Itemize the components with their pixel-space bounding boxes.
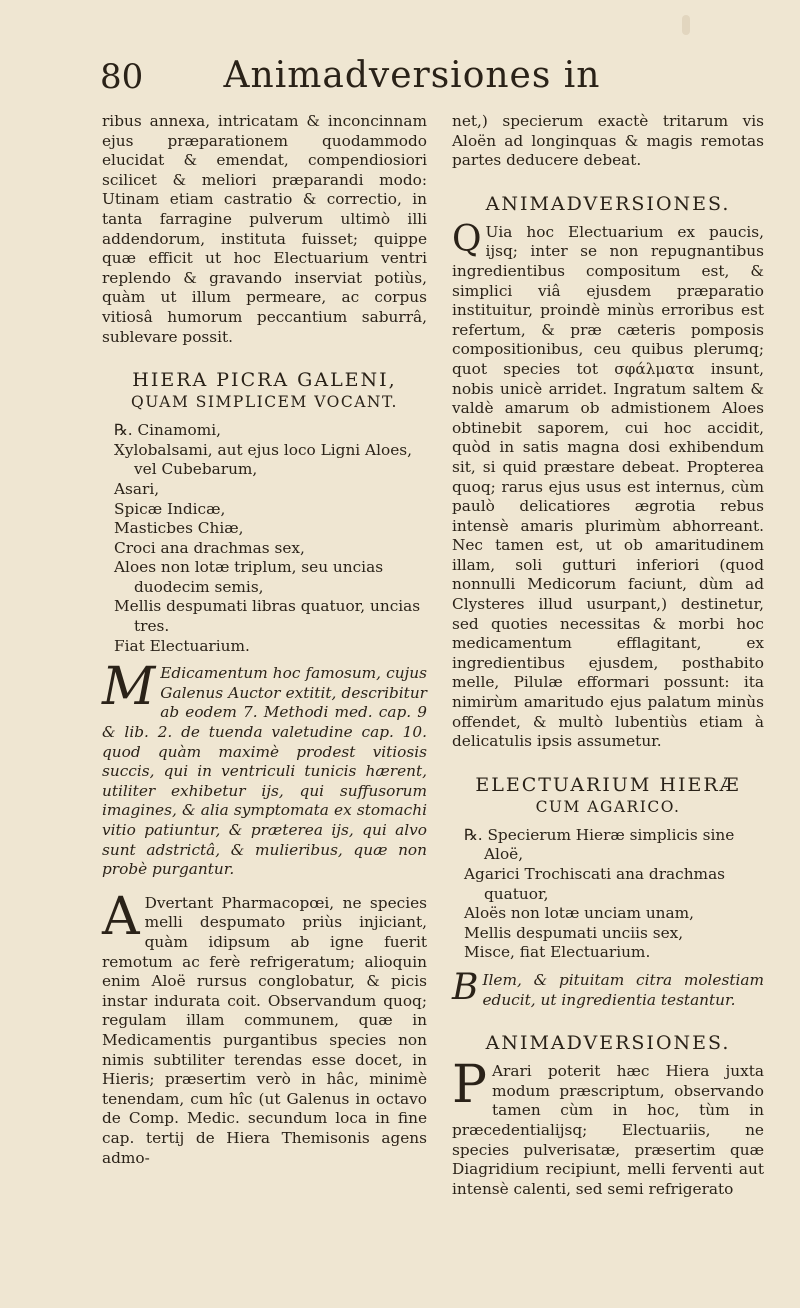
drop-cap: B [452,966,479,1008]
page-number: 80 [100,57,144,97]
left-paragraph-2-text: Edicamentum hoc famosum, cujus Galenus Auctor extitit, describitur ab eodem 7. Methodi med. cap. 9 & lib. 2. de tuenda valetudine cap. 10. quod quàm maximè prodest vitiosis succis, qui in ventriculi tunicis hærent, utiliter exhibetur ijs, qui suffusorum imagines, & alia symptomata ex stomachi vitio patiuntur, & præterea ijs, qui alvo sunt adstrictâ, & mulieribus, quæ non probè purgantur. [102,664,427,879]
recipe-item: Fiat Electuarium. [114,636,250,655]
right-paragraph-2-text: Uia hoc Electuarium ex paucis, ijsq; inter se non repugnantibus ingredientibus compositum est, & simplici viâ ejusdem præparatio instituitur, proindè minùs erroribus est refertum, & præ cæteris pomposis compositionibus, ceu quibus plerumq; quot species tot σφάλματα insunt, nobis unicè arridet. Ingratum saltem & valdè amarum ob admistionem Aloes obtinebit saporem, cui hoc accidit, quòd in satis magna dosi exhibendum sit, si quid præstare debeat. Propterea quoq; rarus ejus usus est internus, cùm paulò delicatiores ægrotia rebus intensè amaris plurimùm abhorreant. Nec tamen est, ut ob amaritudinem illam, soli gutturi inferiori (quod nonnulli Medicorum faciunt, dùm ad Clysteres illud usurpant,) destinetur, sed quoties necessitas & morbi hoc medicamentum efflagitant, ex ingredientibus ejusdem, posthabito melle, Pilulæ efformari possunt: ita nimirùm amaritudo ejus palatum minùs offendet, & multò lubentiùs etiam à delicatulis ipsis assumetur. [452,222,764,751]
drop-cap: A [102,886,140,947]
right-paragraph-3-text: Ilem, & pituitam citra molestiam educit, ut ingredientia testantur. [482,970,764,1009]
recipe-item: ℞. Cinamomi, [114,421,221,440]
right-paragraph-4-text: Arari poterit hæc Hiera juxta modum præscriptum, observando tamen cùm in hoc, tùm in præcedentialijsq; Electuariis, ne species pulverisatæ, præsertim quæ Diagridium recipiunt, melli ferventi aut intensè calenti, sed semi refrigerato [452,1062,764,1198]
left-paragraph-3-text: Dvertant Pharmacopœi, ne species melli despumato priùs injiciant, quàm idipsum ab igne fuerit remotum ac ferè refrigeratum; alioquin enim Aloë rursus conglobatur, & picis instar indurata coit. Observandum quoq; regulam illam communem, quæ in Medicamentis purgantibus species non nimis subtiliter terendas esse docet, in Hieris; præsertim verò in hâc, minimè tenendam, cum hîc (ut Galenus in octavo de Comp. Medic. secundum loca in fine cap. tertij de Hiera Themisonis agens admo- [102,893,427,1167]
right-paragraph-1: net,) specierum exactè tritarum vis Aloën ad longinquas & magis remotas partes deducere debeat. [452,112,764,170]
right-column [452,112,764,1199]
section-heading: ANIMADVERSIONES. [485,192,731,215]
recipe-item: Mellis despumati libras quatuor, uncias tres. [114,597,421,636]
recipe-item: Agarici Trochiscati ana drachmas quatuor, [464,865,726,903]
recipe-item: Mellis despumati unciis sex, [464,923,684,942]
right-paragraph-2 [452,218,764,752]
recipe-item: Aloës non lotæ unciam unam, [464,904,695,923]
recipe-item: Spicæ Indicæ, [114,499,226,518]
recipe-title: ELECTUARIUM HIERÆ [475,773,741,796]
recipe-item: Xylobalsami, aut ejus loco Ligni Aloes, vel Cubebarum, [114,440,412,479]
left-column [102,112,427,1168]
recipe-subtitle: CUM AGARICO. [535,797,681,816]
right-paragraph-3 [452,966,764,1010]
recipe-subtitle: QUAM SIMPLICEM VOCANT. [131,393,398,412]
running-title: Animadversiones in [223,55,601,96]
drop-cap: M [102,657,156,718]
right-paragraph-4 [452,1055,764,1199]
left-paragraph-2 [102,657,427,880]
paper-stain [682,15,690,35]
recipe-title: HIERA PICRA GALENI, [132,369,397,392]
left-paragraph-3 [102,886,427,1168]
recipe-item: Misce, fiat Electuarium. [464,943,651,962]
recipe-item: Croci ana drachmas sex, [114,538,305,557]
recipe-heading [452,774,764,818]
left-paragraph-1: ribus annexa, intricatam & inconcinnam ejus præparationem quodammodo elucidat & emendat, compendiosiori scilicet & meliori præparandi modo: Utinam etiam castratio & correctio, in tanta farragine pulverum ultimò illi addendorum, instituta fuisset; quippe quæ efficit ut hoc Electuarium ventri replendo & gravando inserviat potiùs, quàm ut illum permeare, ac corpus vitiosâ humorum peccantium saburrâ, sublevare possit. [102,112,427,346]
page-header [92,55,732,105]
recipe-item: Asari, [114,479,160,498]
drop-cap: P [452,1055,487,1116]
recipe-item: Aloes non lotæ triplum, seu uncias duodecim semis, [114,558,384,596]
recipe-list [464,826,764,963]
recipe-item: ℞. Specierum Hieræ simplicis sine Aloë, [464,825,735,864]
recipe-item: Masticbes Chiæ, [114,519,244,538]
recipe-list [114,421,427,656]
drop-cap: Q [452,218,482,260]
section-heading: ANIMADVERSIONES. [485,1032,731,1055]
recipe-heading [102,369,427,413]
